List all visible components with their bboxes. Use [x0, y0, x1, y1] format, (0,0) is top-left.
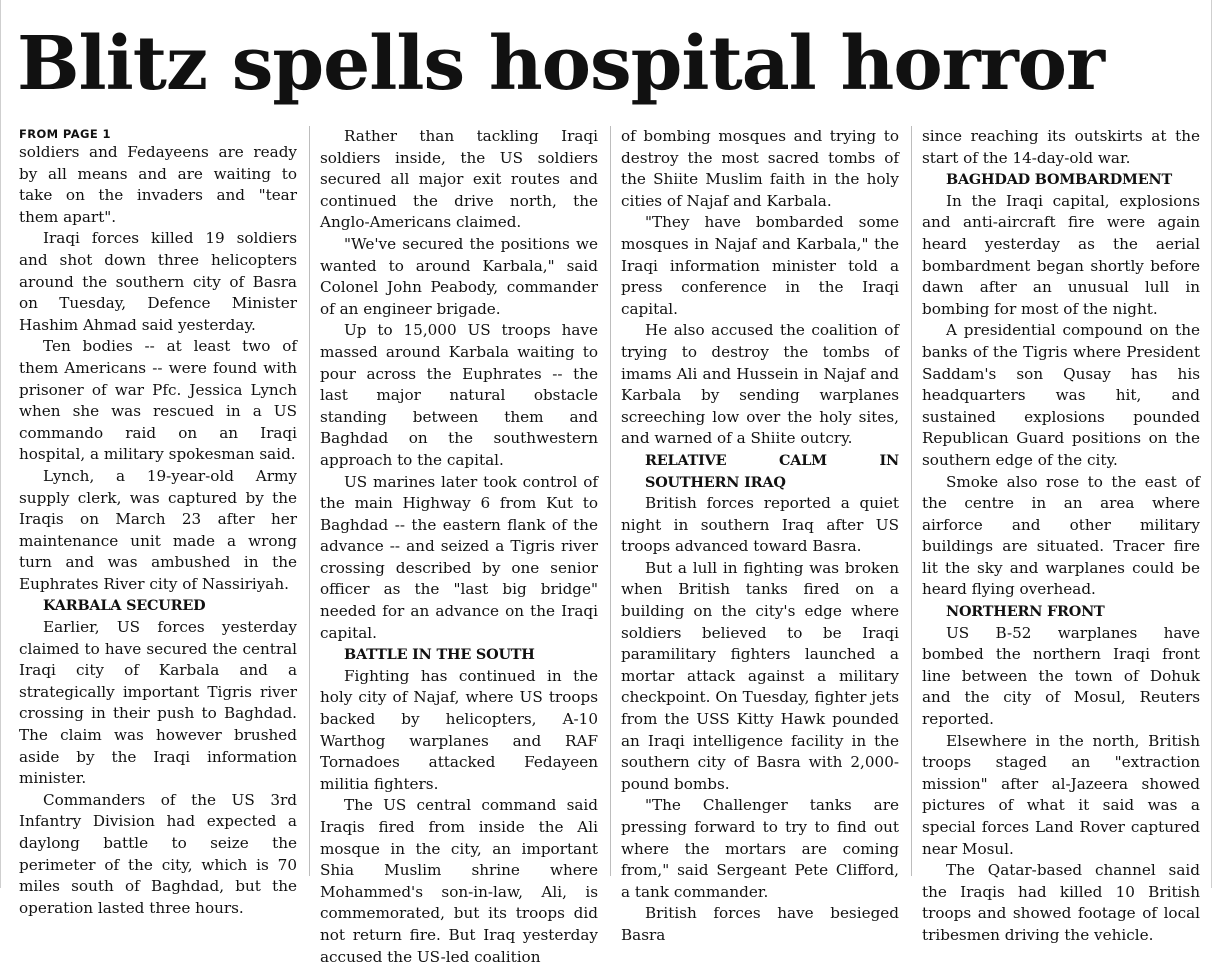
body-paragraph: soldiers and Fedayeens are ready by all means and are waiting to take on the invaders and "tear them apart". [19, 143, 297, 226]
body-paragraph: since reaching its outskirts at the start of the 14-day-old war. [922, 127, 1200, 167]
article-column-1 [19, 126, 297, 919]
column-divider [309, 126, 310, 876]
column-divider [610, 126, 611, 876]
continued-from-label: FROM PAGE 1 [19, 127, 111, 141]
body-paragraph: US B-52 warplanes have bombed the northern Iraqi front line between the town of Dohuk and the city of Mosul, Reuters reported. [922, 623, 1200, 729]
body-paragraph: of bombing mosques and trying to destroy the most sacred tombs of the Shiite Muslim faith in the holy cities of Najaf and Karbala. [621, 127, 899, 210]
body-paragraph: US marines later took control of the main Highway 6 from Kut to Baghdad -- the eastern flank of the advance -- and seized a Tigris river crossing described by one senior officer as the "last big bridge" needed for an advance on the Iraqi capital. [320, 472, 598, 642]
body-paragraph: The Qatar-based channel said the Iraqis had killed 10 British troops and showed footage of local tribesmen driving the vehicle. [922, 861, 1200, 944]
body-paragraph: Iraqi forces killed 19 soldiers and shot down three helicopters around the southern city of Basra on Tuesday, Defence Minister Hashim Ahmad said yesterday. [19, 229, 297, 334]
article-column-2 [320, 126, 598, 968]
subheading: KARBALA SECURED [43, 597, 206, 615]
subheading: RELATIVE CALM IN SOUTHERN IRAQ [645, 451, 899, 491]
body-paragraph: "The Challenger tanks are pressing forward to try to find out where the mortars are coming from," said Sergeant Pete Clifford, a tank commander. [621, 796, 899, 901]
body-paragraph: In the Iraqi capital, explosions and anti-aircraft fire were again heard yesterday as the aerial bombardment began shortly before dawn after an unusual lull in bombing for most of the night. [922, 191, 1200, 318]
column-divider [911, 126, 912, 876]
body-paragraph: Ten bodies -- at least two of them Americans -- were found with prisoner of war Pfc. Jessica Lynch when she was rescued in a US commando raid on an Iraqi hospital, a military spokesman said. [19, 337, 297, 464]
body-paragraph: The US central command said Iraqis fired from inside the Ali mosque in the city, an important Shia Muslim shrine where Mohammed's son-in-law, Ali, is commemorated, but its troops did not return fire. But Iraq yesterday accused the US-led coalition [320, 796, 598, 966]
body-paragraph: Rather than tackling Iraqi soldiers inside, the US soldiers secured all major exit routes and continued the drive north, the Anglo-Americans claimed. [320, 127, 598, 232]
body-paragraph: Smoke also rose to the east of the centre in an area where airforce and other military buildings are situated. Tracer fire lit the sky and warplanes could be heard flying overhead. [922, 472, 1200, 599]
headline: Blitz spells hospital horror [17, 21, 1105, 107]
body-paragraph: Commanders of the US 3rd Infantry Division had expected a daylong battle to seize the perimeter of the city, which is 70 miles south of Baghdad, but the operation lasted three hours. [19, 790, 297, 917]
body-paragraph: British forces have besieged Basra [621, 904, 899, 944]
body-paragraph: Earlier, US forces yesterday claimed to have secured the central Iraqi city of Karbala and a strategically important Tigris river crossing in their push to Baghdad. The claim was however brushed aside by the Iraqi information minister. [19, 618, 297, 788]
body-paragraph: "We've secured the positions we wanted to around Karbala," said Colonel John Peabody, commander of an engineer brigade. [320, 234, 598, 318]
article-column-3 [621, 126, 899, 947]
body-paragraph: Elsewhere in the north, British troops staged an "extraction mission" after al-Jazeera showed pictures of what it said was a special forces Land Rover captured near Mosul. [922, 731, 1200, 858]
body-paragraph: British forces reported a quiet night in southern Iraq after US troops advanced toward Basra. [621, 494, 899, 556]
body-paragraph: Lynch, a 19-year-old Army supply clerk, was captured by the Iraqis on March 23 after her maintenance unit made a wrong turn and was ambushed in the Euphrates River city of Nassiriyah. [19, 466, 297, 593]
body-paragraph: A presidential compound on the banks of the Tigris where President Saddam's son Qusay has his headquarters was hit, and sustained explosions pounded Republican Guard positions on the southern edge of the city. [922, 321, 1200, 469]
article-column-4 [922, 126, 1200, 947]
subheading: BAGHDAD BOMBARDMENT [946, 171, 1172, 189]
subheading: NORTHERN FRONT [946, 603, 1105, 621]
body-paragraph: "They have bombarded some mosques in Najaf and Karbala," the Iraqi information minister told a press conference in the Iraqi capital. [621, 213, 899, 318]
body-paragraph: But a lull in fighting was broken when British tanks fired on a building on the city's edge where soldiers believed to be Iraqi paramilitary fighters launched a mortar attack against a military checkpoint. On Tuesday, fighter jets from the USS Kitty Hawk pounded an Iraqi intelligence facility in the southern city of Basra with 2,000-pound bombs. [621, 558, 899, 793]
body-paragraph: Up to 15,000 US troops have massed around Karbala waiting to pour across the Euphrates -- the last major natural obstacle standing between them and Baghdad on the southwestern approach to the capital. [320, 321, 598, 469]
subheading: BATTLE IN THE SOUTH [344, 646, 535, 664]
body-paragraph: Fighting has continued in the holy city of Najaf, where US troops backed by helicopters, A-10 Warthog warplanes and RAF Tornadoes attacked Fedayeen militia fighters. [320, 666, 598, 793]
body-paragraph: He also accused the coalition of trying to destroy the tombs of imams Ali and Hussein in Najaf and Karbala by sending warplanes screeching low over the holy sites, and warned of a Shiite outcry. [621, 321, 899, 448]
